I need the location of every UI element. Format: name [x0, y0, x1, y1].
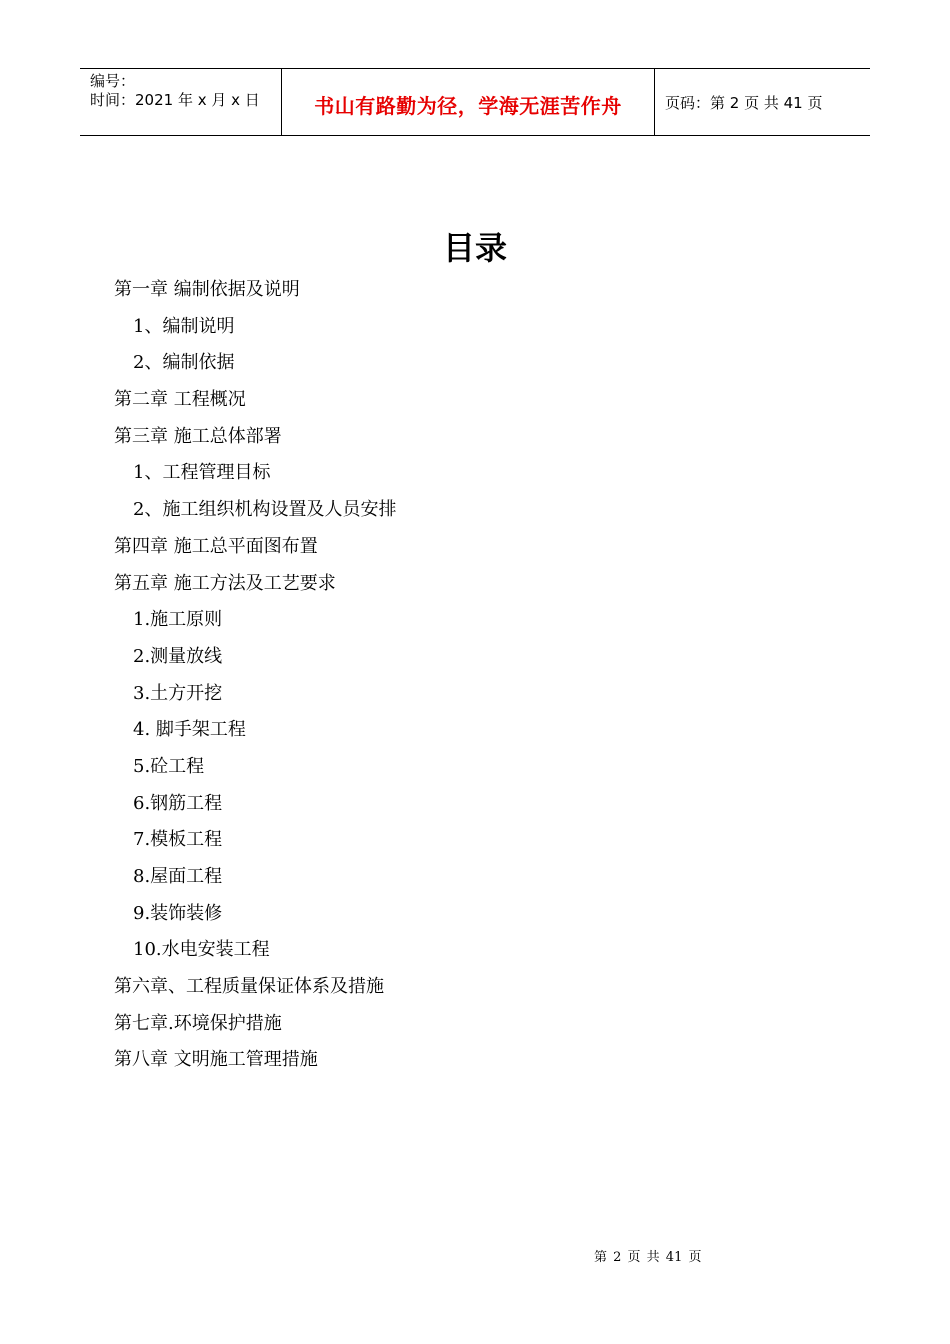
toc-chapter-item: 第三章 施工总体部署 [114, 425, 282, 447]
toc-chapter-item: 第六章、工程质量保证体系及措施 [114, 976, 384, 998]
page-footer: 第 2 页 共 41 页 [594, 1250, 702, 1265]
toc-chapter-item: 第五章 施工方法及工艺要求 [114, 572, 336, 594]
toc-section-item: 4. 脚手架工程 [133, 719, 246, 741]
header-motto: 书山有路勤为径，学海无涯苦作舟 [314, 93, 622, 118]
toc-section-item: 7.模板工程 [133, 829, 223, 851]
toc-section-item: 8.屋面工程 [133, 866, 223, 887]
toc-chapter-item: 第八章 文明施工管理措施 [114, 1049, 318, 1071]
toc-chapter-item: 第四章 施工总平面图布置 [114, 535, 318, 557]
header-motto-cell [282, 69, 655, 135]
toc-chapter-item: 第二章 工程概况 [114, 389, 246, 411]
header-meta-cell [80, 69, 282, 135]
header-page-cell [655, 69, 870, 135]
toc-section-item: 1、工程管理目标 [133, 462, 271, 484]
toc-chapter-item: 第七章.环境保护措施 [114, 1012, 282, 1034]
toc-section-item: 2、编制依据 [133, 352, 235, 374]
toc-section-item: 3.土方开挖 [133, 682, 223, 704]
page-title: 目录 [442, 229, 507, 267]
toc-section-item: 6.钢筋工程 [133, 792, 223, 814]
toc-section-item: 2.测量放线 [133, 645, 223, 667]
header-page-info: 页码：第 2 页 共 41 页 [665, 93, 823, 112]
toc-chapter-item: 第一章 编制依据及说明 [114, 279, 300, 300]
document-number-label: 编号： [90, 72, 136, 90]
toc-section-item: 9.装饰装修 [133, 902, 223, 924]
toc-section-item: 5.砼工程 [133, 755, 205, 777]
table-of-contents [114, 276, 396, 1083]
document-date-label: 时间：2021 年 x 月 x 日 [90, 91, 260, 109]
toc-section-item: 1、编制说明 [133, 315, 235, 337]
toc-section-item: 2、施工组织机构设置及人员安排 [133, 499, 397, 521]
toc-section-item: 10.水电安装工程 [133, 939, 270, 961]
document-header [80, 68, 870, 136]
toc-section-item: 1.施工原则 [133, 609, 223, 631]
